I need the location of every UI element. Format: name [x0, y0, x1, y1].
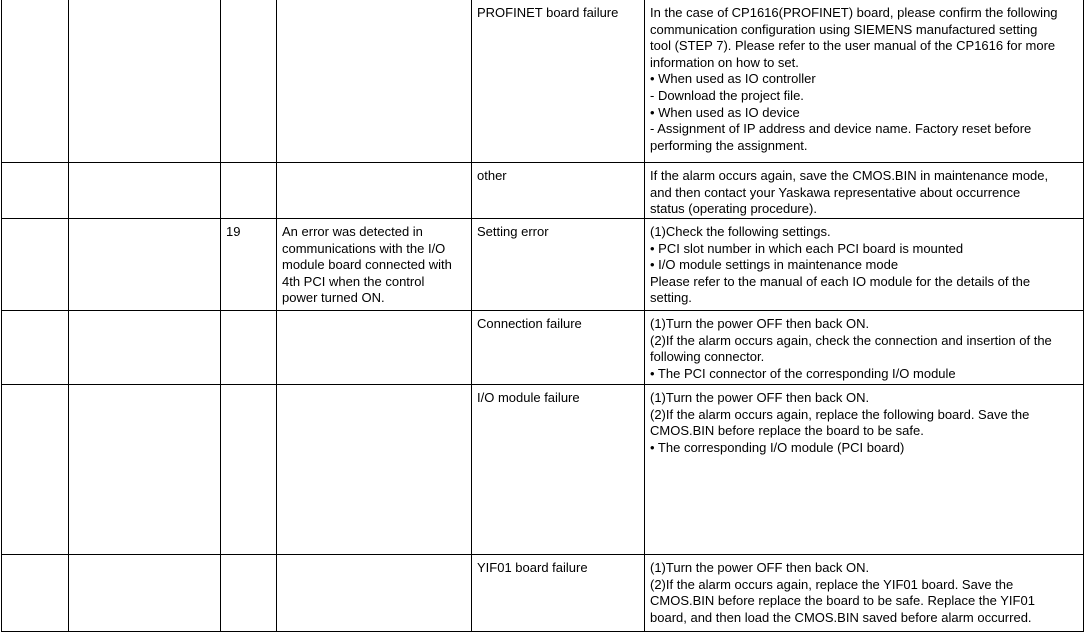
category-cell: [2, 555, 69, 632]
table-row: [2, 385, 1084, 555]
remedy-line: (1)Turn the power OFF then back ON.: [650, 560, 870, 575]
description-cell: [277, 163, 472, 219]
cause-cell: [472, 311, 645, 385]
alarm-table: [1, 0, 1084, 632]
alarm-name-cell: [69, 0, 221, 163]
alarm-name-cell: [69, 311, 221, 385]
category-cell: [2, 163, 69, 219]
cause-text: YIF01 board failure: [477, 560, 588, 575]
remedy-line: (1)Check the following settings.: [650, 224, 831, 239]
remedy-line: (2)If the alarm occurs again, replace the YIF01 board. Save the: [650, 576, 1014, 592]
sub-code-text: 19: [226, 224, 241, 239]
remedy-line: performing the assignment.: [650, 137, 808, 153]
remedy-line: (1)Turn the power OFF then back ON.: [650, 390, 870, 405]
description-line: module board connected with: [282, 257, 452, 273]
remedy-line: • PCI slot number in which each PCI board is mounted: [650, 240, 964, 256]
remedy-line: Please refer to the manual of each IO module for the details of the: [650, 273, 1031, 289]
cause-text: I/O module failure: [477, 390, 580, 405]
cause-text: Connection failure: [477, 316, 582, 331]
remedy-cell: [645, 163, 1084, 219]
remedy-line: • When used as IO device: [650, 104, 800, 120]
description-cell: [277, 385, 472, 555]
category-cell: [2, 385, 69, 555]
remedy-line: • The PCI connector of the corresponding I/O module: [650, 365, 956, 381]
remedy-line: following connector.: [650, 349, 765, 365]
remedy-line: • When used as IO controller: [650, 71, 816, 87]
remedy-line: - Download the project file.: [650, 87, 804, 103]
category-cell: [2, 311, 69, 385]
remedy-line: information on how to set.: [650, 54, 799, 70]
table-row: [2, 0, 1084, 163]
remedy-line: - Assignment of IP address and device name. Factory reset before: [650, 121, 1032, 137]
cause-cell: [472, 219, 645, 311]
cause-text: other: [477, 168, 507, 183]
remedy-cell: [645, 555, 1084, 632]
description-line: 4th PCI when the control: [282, 273, 425, 289]
cause-cell: [472, 163, 645, 219]
remedy-line: CMOS.BIN before replace the board to be safe.: [650, 423, 924, 439]
remedy-line: CMOS.BIN before replace the board to be safe. Replace the YIF01: [650, 593, 1035, 609]
cause-text: PROFINET board failure: [477, 5, 619, 20]
remedy-cell: [645, 219, 1084, 311]
alarm-name-cell: [69, 219, 221, 311]
description-cell: [277, 219, 472, 311]
sub-code-cell: [221, 385, 277, 555]
alarm-table-body: [2, 0, 1084, 632]
remedy-cell: [645, 385, 1084, 555]
remedy-line: (2)If the alarm occurs again, check the connection and insertion of the: [650, 332, 1052, 348]
table-row: [2, 219, 1084, 311]
description-cell: [277, 311, 472, 385]
cause-cell: [472, 385, 645, 555]
remedy-line: setting.: [650, 290, 692, 306]
category-cell: [2, 0, 69, 163]
sub-code-cell: [221, 0, 277, 163]
remedy-line: • I/O module settings in maintenance mode: [650, 257, 899, 273]
sub-code-cell: [221, 311, 277, 385]
remedy-line: (2)If the alarm occurs again, replace the following board. Save the: [650, 406, 1030, 422]
alarm-name-cell: [69, 163, 221, 219]
remedy-line: communication configuration using SIEMENS manufactured setting: [650, 21, 1038, 37]
description-line: communications with the I/O: [282, 240, 446, 256]
cause-cell: [472, 0, 645, 163]
remedy-line: • The corresponding I/O module (PCI board): [650, 439, 905, 455]
table-row: [2, 311, 1084, 385]
remedy-line: (1)Turn the power OFF then back ON.: [650, 316, 870, 331]
sub-code-cell: [221, 163, 277, 219]
cause-text: Setting error: [477, 224, 549, 239]
description-line: An error was detected in: [282, 224, 423, 239]
table-row: [2, 163, 1084, 219]
remedy-cell: [645, 311, 1084, 385]
sub-code-cell: [221, 219, 277, 311]
description-line: power turned ON.: [282, 290, 385, 306]
remedy-cell: [645, 0, 1084, 163]
remedy-line: board, and then load the CMOS.BIN saved before alarm occurred.: [650, 609, 1032, 625]
remedy-line: status (operating procedure).: [650, 201, 817, 217]
remedy-line: If the alarm occurs again, save the CMOS.BIN in maintenance mode,: [650, 168, 1049, 183]
remedy-line: tool (STEP 7). Please refer to the user manual of the CP1616 for more: [650, 38, 1056, 54]
remedy-line: and then contact your Yaskawa representative about occurrence: [650, 184, 1021, 200]
remedy-line: In the case of CP1616(PROFINET) board, please confirm the following: [650, 5, 1058, 20]
description-cell: [277, 555, 472, 632]
sub-code-cell: [221, 555, 277, 632]
description-cell: [277, 0, 472, 163]
alarm-name-cell: [69, 555, 221, 632]
table-row: [2, 555, 1084, 632]
category-cell: [2, 219, 69, 311]
alarm-name-cell: [69, 385, 221, 555]
cause-cell: [472, 555, 645, 632]
